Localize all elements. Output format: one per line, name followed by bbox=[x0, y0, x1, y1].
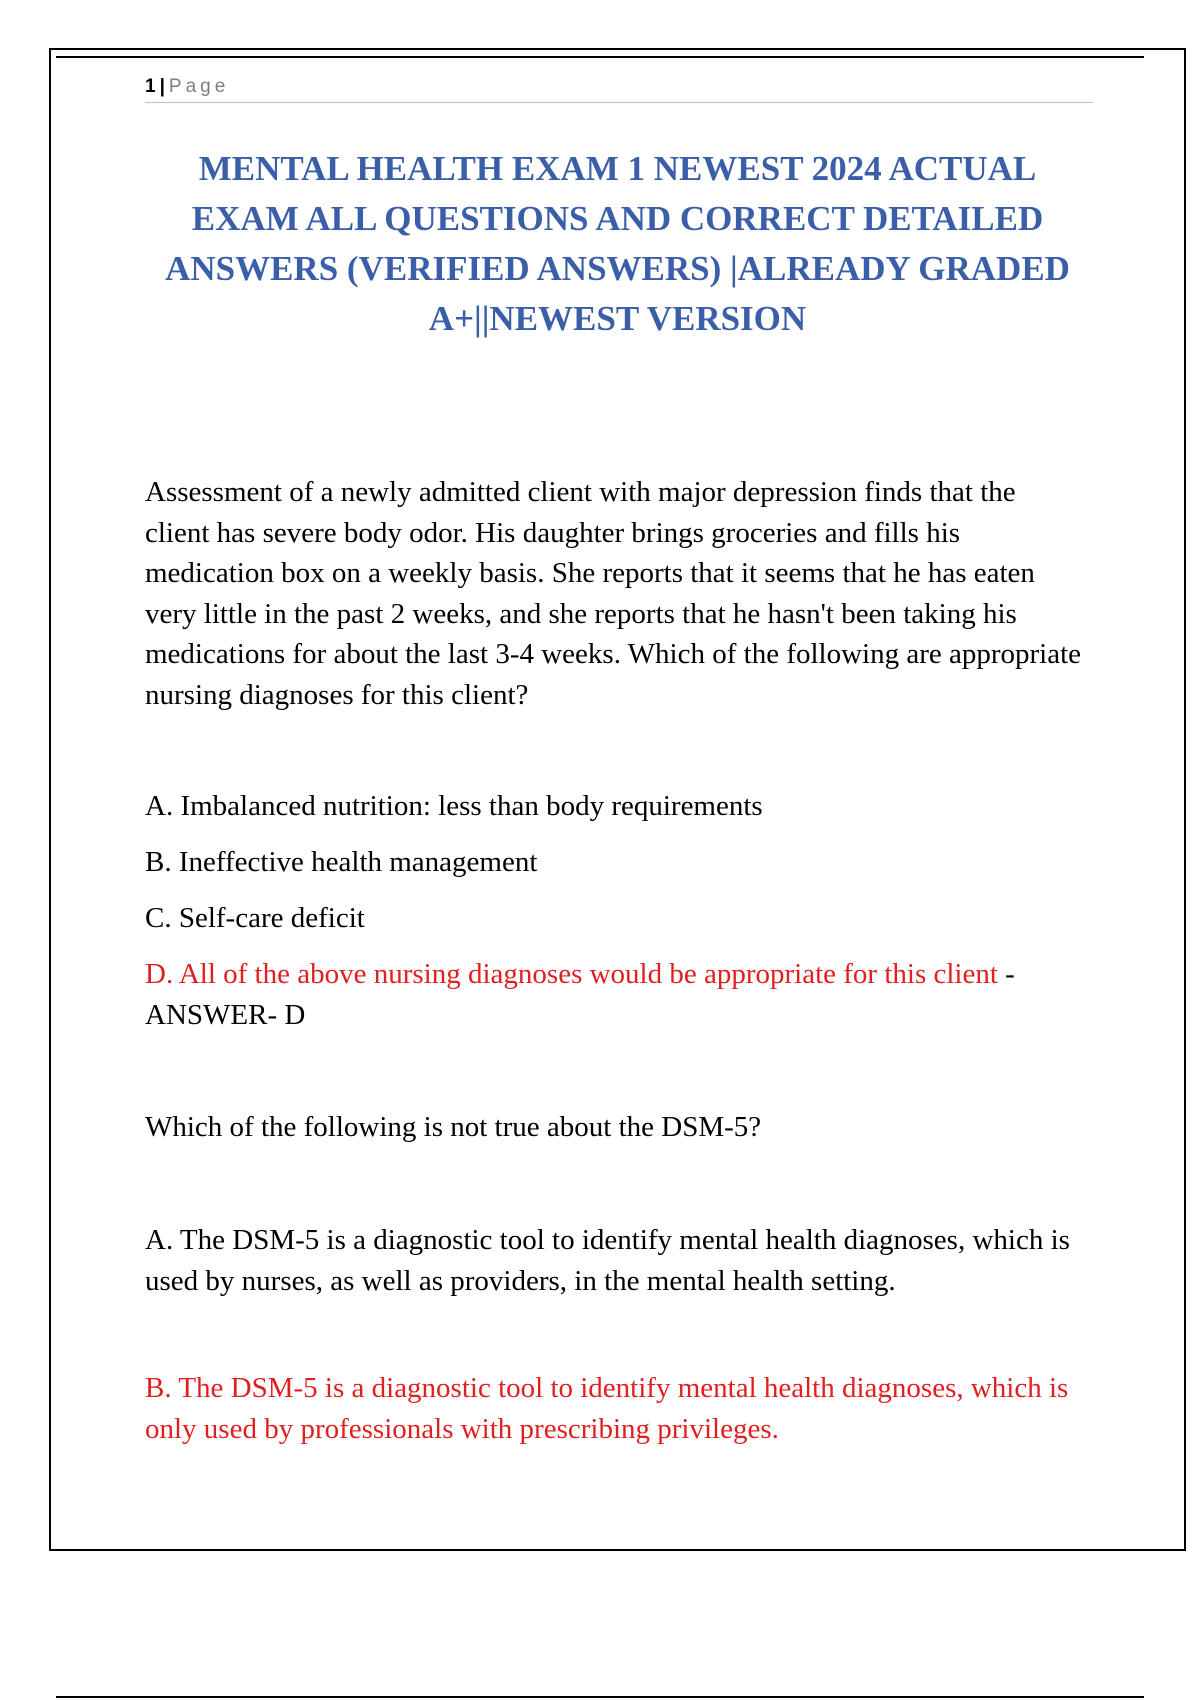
question-1-option-a: A. Imbalanced nutrition: less than body requirements bbox=[145, 790, 763, 822]
question-1-option-b: B. Ineffective health management bbox=[145, 846, 538, 878]
page-number: 1 bbox=[145, 76, 156, 97]
question-1-option-c: C. Self-care deficit bbox=[145, 902, 365, 934]
question-1-correct-option: D. All of the above nursing diagnoses would be appropriate for this client bbox=[145, 958, 998, 990]
page-header bbox=[145, 72, 1093, 103]
document-title bbox=[140, 144, 1095, 344]
question-2-option-b: B. The DSM-5 is a diagnostic tool to identify mental health diagnoses, which is only used by professionals with prescribing privileges. bbox=[145, 1372, 1069, 1445]
question-1-answer-label: - ANSWER- D bbox=[145, 958, 1015, 1031]
page-top-rule bbox=[56, 56, 1144, 58]
title-line-3: ANSWERS (VERIFIED ANSWERS) |ALREADY GRADED bbox=[165, 249, 1070, 288]
title-line-2: EXAM ALL QUESTIONS AND CORRECT DETAILED bbox=[191, 199, 1044, 238]
question-2-prompt: Which of the following is not true about the DSM-5? bbox=[145, 1111, 762, 1143]
question-1-option-d bbox=[145, 954, 1045, 1035]
title-line-4: A+||NEWEST VERSION bbox=[428, 299, 807, 338]
title-line-1: MENTAL HEALTH EXAM 1 NEWEST 2024 ACTUAL bbox=[198, 149, 1037, 188]
page-label: Page bbox=[168, 76, 230, 97]
page-separator: | bbox=[159, 76, 165, 97]
question-1-prompt: Assessment of a newly admitted client with major depression finds that the client has severe body odor. His daughter brings groceries and fills his medication box on a weekly basis. She reports that it seems that he has eaten very little in the past 2 weeks, and she reports that he hasn't been taking his medications for about the last 3-4 weeks. Which of the following are appropriate nursing diagnoses for this client? bbox=[145, 476, 1082, 711]
next-page-rule bbox=[56, 1696, 1144, 1698]
question-2-option-a: A. The DSM-5 is a diagnostic tool to identify mental health diagnoses, which is used by nurses, as well as providers, in the mental health setting. bbox=[145, 1224, 1070, 1297]
